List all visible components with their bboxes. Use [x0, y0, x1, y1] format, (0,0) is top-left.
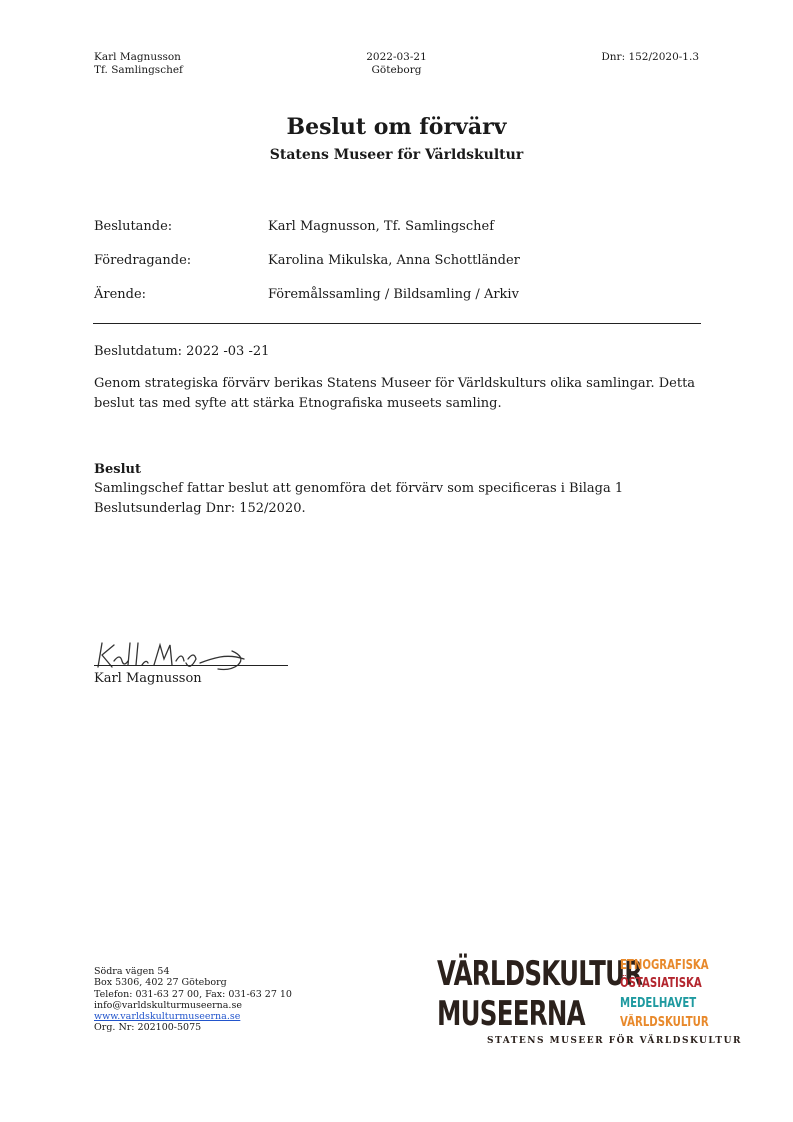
header-date: 2022-03-21: [366, 51, 427, 63]
meta-value-arende: Föremålssamling / Bildsamling / Arkiv: [268, 287, 519, 302]
footer-website-link[interactable]: www.varldskulturmuseerna.se: [94, 1011, 241, 1023]
document-subtitle: Statens Museer för Världskultur: [269, 147, 524, 163]
header-author-role: Tf. Samlingschef: [94, 64, 183, 76]
header-dnr: Dnr: 152/2020-1.3: [601, 51, 699, 63]
document-title: Beslut om förvärv: [286, 114, 507, 140]
meta-value-foredragande: Karolina Mikulska, Anna Schottländer: [268, 253, 520, 268]
footer-address2: Box 5306, 402 27 Göteborg: [94, 977, 227, 989]
meta-label-beslutande: Beslutande:: [94, 219, 173, 234]
footer-email: info@varldskulturmuseerna.se: [94, 999, 242, 1011]
meta-value-beslutande: Karl Magnusson, Tf. Samlingschef: [268, 219, 495, 234]
logo-line1: VÄRLDSKULTUR: [437, 954, 643, 994]
beslut-heading: Beslut: [94, 462, 141, 477]
header-city: Göteborg: [371, 64, 422, 76]
logo-museum-medelhavet: MEDELHAVET: [620, 996, 697, 1011]
logo-museum-etnografiska: ETNOGRAFISKA: [620, 958, 709, 973]
logo-line2: MUSEERNA: [437, 994, 585, 1034]
beslut-paragraph: Samlingschef fattar beslut att genomföra det förvärv som specificeras i Bilaga 1 Beslutsunderlag Dnr: 152/2020.: [94, 481, 624, 516]
signature-line: [94, 665, 288, 666]
logo-museum-varldskultur: VÄRLDSKULTUR: [620, 1015, 709, 1030]
logo-tagline: STATENS MUSEER FÖR VÄRLDSKULTUR: [487, 1036, 742, 1046]
meta-label-foredragande: Föredragande:: [94, 253, 192, 268]
logo-museum-ostasiatiska: ÖSTASIATISKA: [620, 976, 702, 991]
footer-address: [94, 966, 292, 1034]
signature-name: Karl Magnusson: [94, 671, 202, 686]
intro-paragraph: Genom strategiska förvärv berikas Statens Museer för Världskulturs olika samlingar. Detta beslut tas med syfte att stärka Etnografiska museets samling.: [94, 376, 696, 411]
footer-org: Org. Nr: 202100-5075: [94, 1022, 202, 1034]
header-author-name: Karl Magnusson: [94, 51, 181, 63]
beslutdatum: Beslutdatum: 2022 -03 -21: [94, 344, 270, 359]
divider-line: [93, 323, 701, 324]
footer-address1: Södra vägen 54: [94, 966, 170, 977]
meta-label-arende: Ärende:: [94, 287, 147, 302]
footer-phone: Telefon: 031-63 27 00, Fax: 031-63 27 10: [94, 988, 292, 1000]
